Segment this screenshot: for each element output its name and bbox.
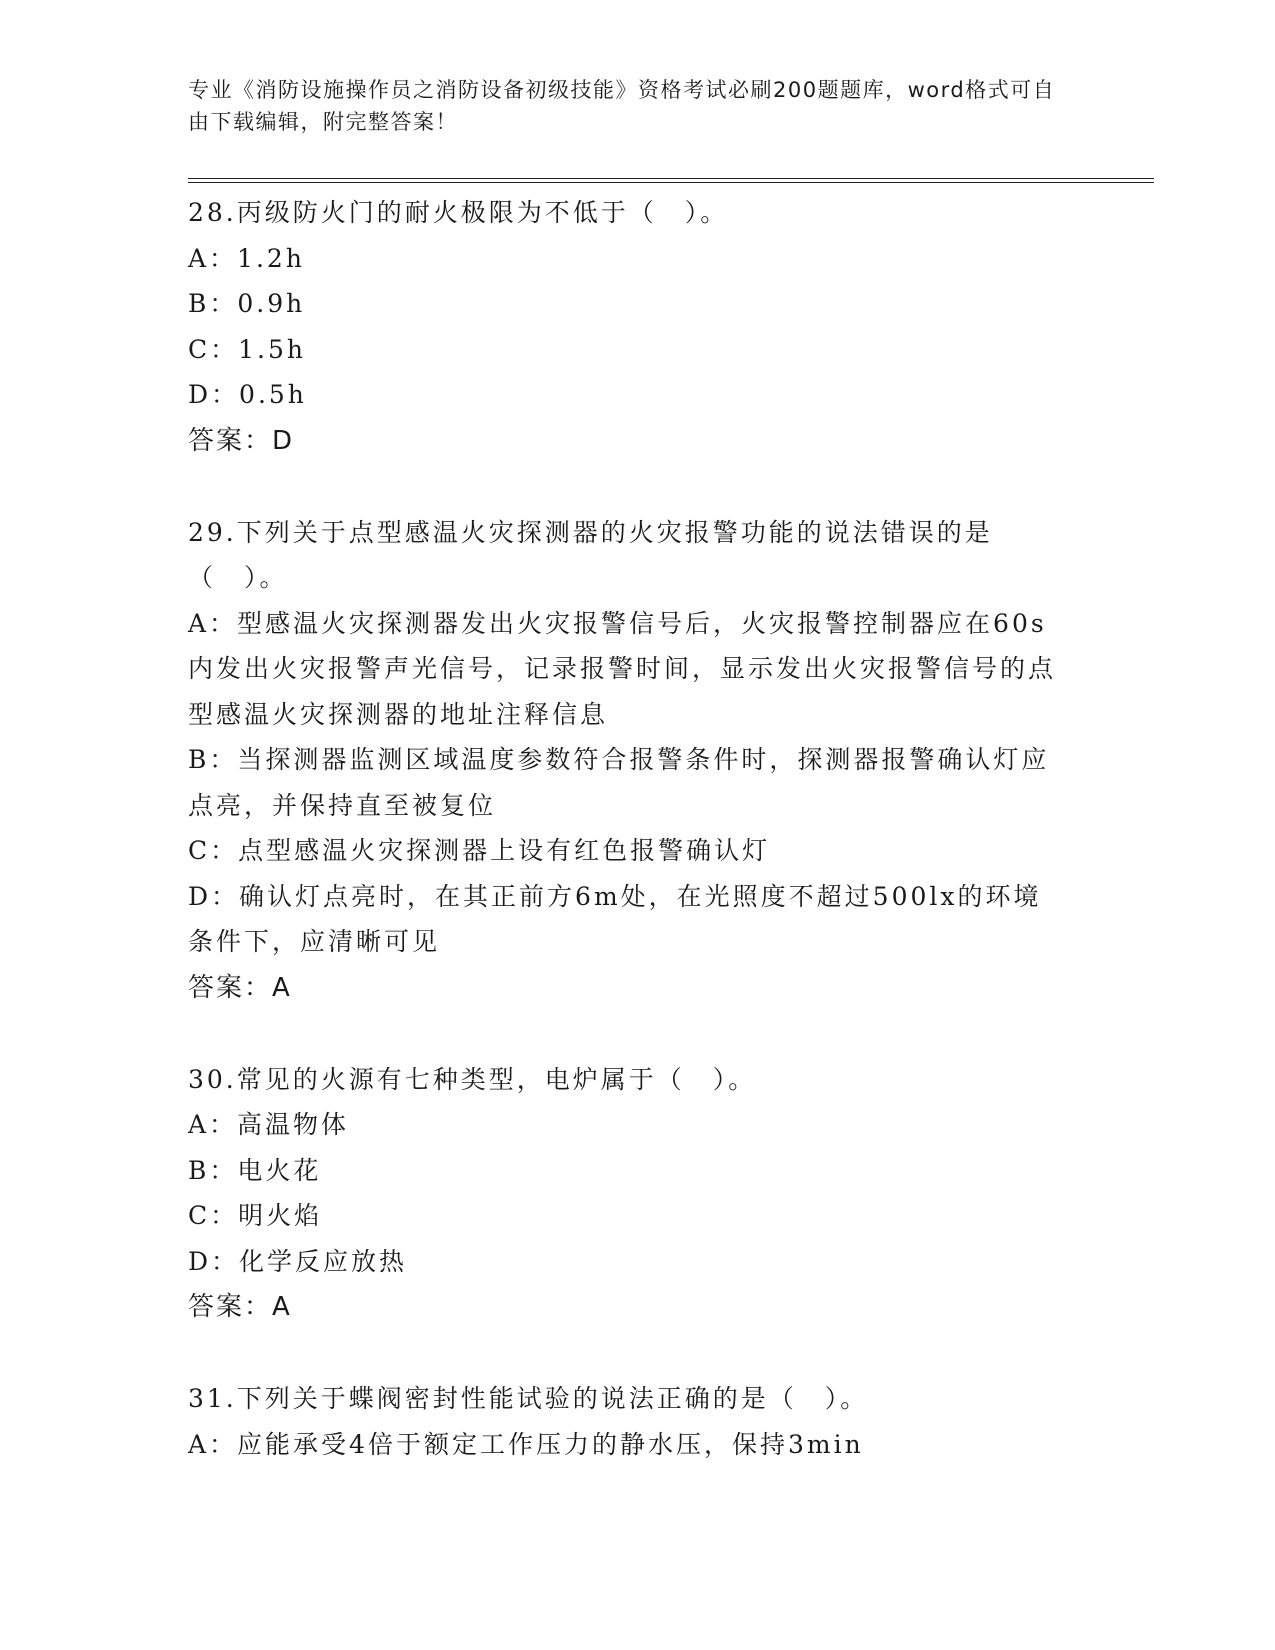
option-a: A：应能承受4倍于额定工作压力的静水压，保持3min [188,1429,864,1459]
question-stem: 31.下列关于蝶阀密封性能试验的说法正确的是（ ）。 [188,1384,869,1413]
answer: 答案：A [188,972,292,1003]
question-28 [188,190,1068,464]
option-d: D：确认灯点亮时，在其正前方6m处，在光照度不超过500lx的环境条件下，应清晰可见 [188,881,1042,956]
header-divider [188,178,1154,179]
question-list [188,190,1068,1513]
question-stem: 29.下列关于点型感温火灾探测器的火灾报警功能的说法错误的是（ ）。 [188,517,993,592]
option-b: B：0.9h [188,289,306,318]
option-d: D：0.5h [188,380,307,409]
option-b: B：电火花 [188,1155,322,1185]
option-c: C：明火焰 [188,1201,323,1230]
option-d: D：化学反应放热 [188,1246,408,1276]
option-c: C：1.5h [188,334,306,364]
answer: 答案：A [188,1292,292,1322]
option-a: A：1.2h [188,243,305,273]
option-a: A：高温物体 [188,1110,350,1139]
option-b: B：当探测器监测区域温度参数符合报警条件时，探测器报警确认灯应点亮，并保持直至被复位 [188,745,1050,820]
question-stem: 28.丙级防火门的耐火极限为不低于（ ）。 [188,198,729,227]
question-29 [188,510,1068,1011]
option-c: C：点型感温火灾探测器上设有红色报警确认灯 [188,836,771,865]
header-divider-double [188,182,1154,183]
question-stem: 30.常见的火源有七种类型，电炉属于（ ）。 [188,1064,757,1094]
question-31 [188,1376,1068,1467]
question-30 [188,1057,1068,1331]
document-header: 专业《消防设施操作员之消防设备初级技能》资格考试必刷200题题库，word格式可自由下载编辑，附完整答案！ [188,78,1056,134]
answer: 答案：D [188,425,295,456]
option-a: A：型感温火灾探测器发出火灾报警信号后，火灾报警控制器应在60s内发出火灾报警声光信号，记录报警时间，显示发出火灾报警信号的点型感温火灾探测器的地址注释信息 [188,608,1057,729]
